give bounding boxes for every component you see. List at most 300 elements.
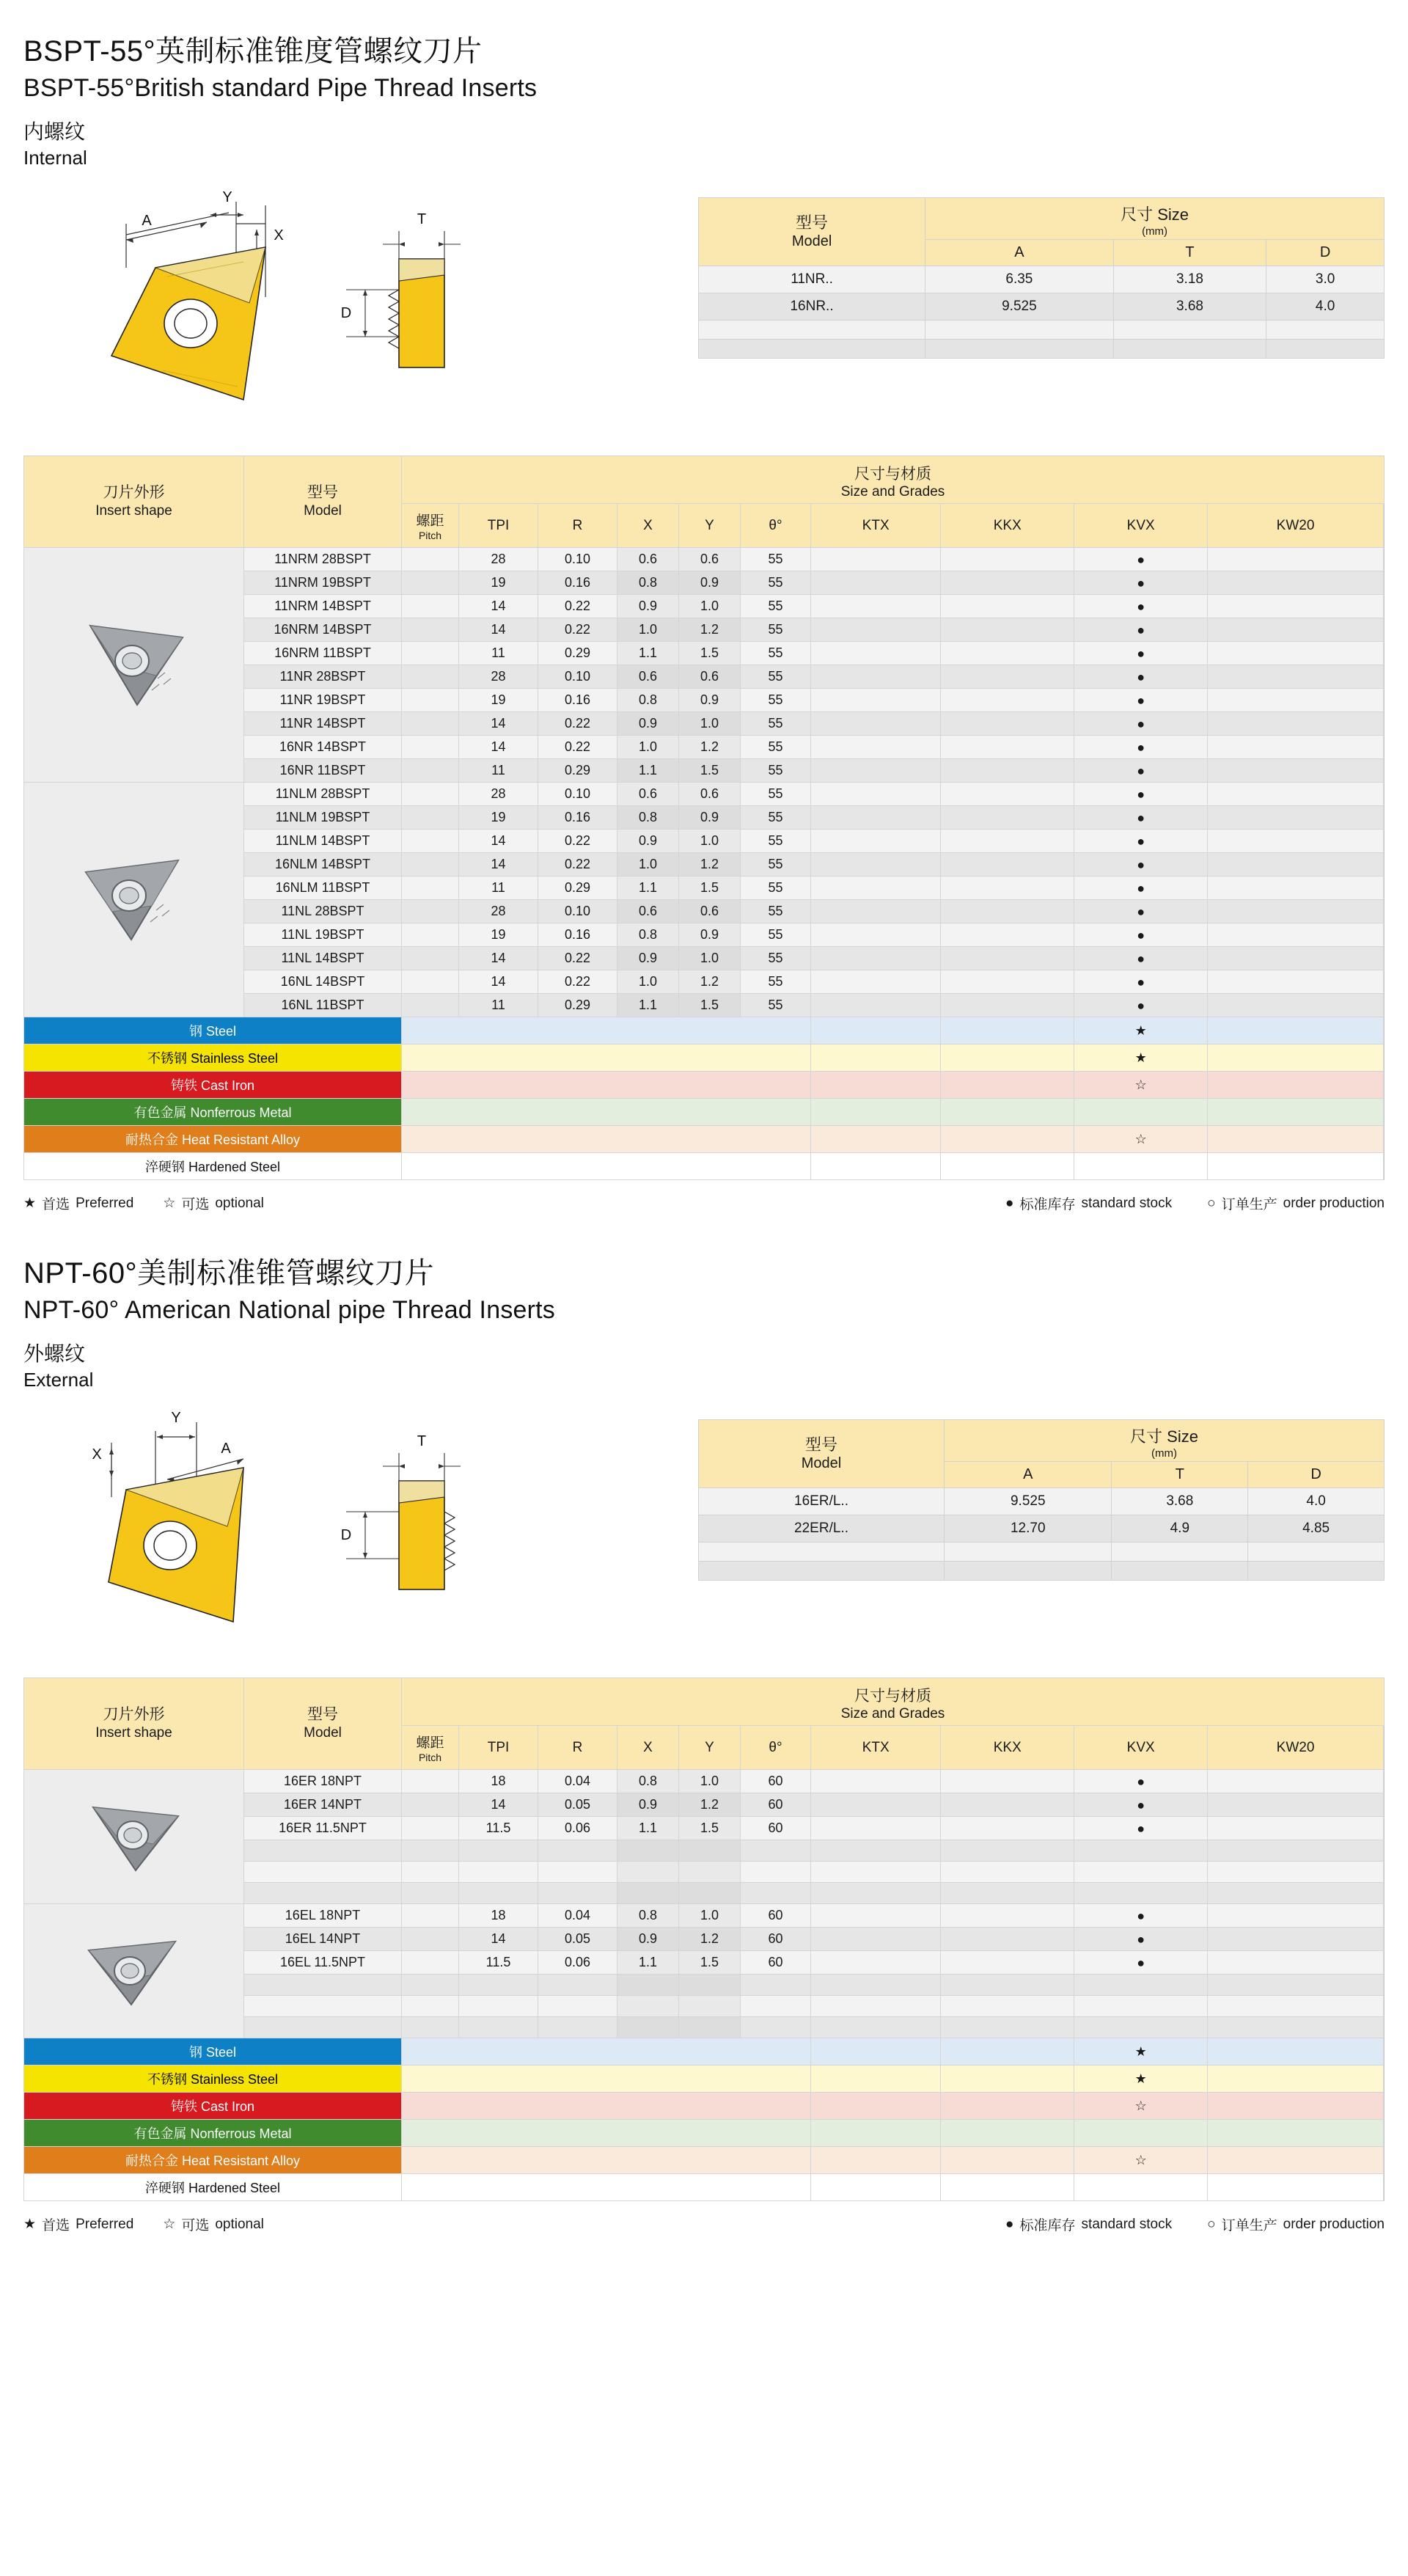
cell-kkx (941, 1951, 1074, 1975)
cell-kkx (941, 548, 1074, 571)
cell-ktx (811, 759, 941, 783)
cell-kkx (941, 1862, 1074, 1883)
cell-kvx: ● (1074, 1928, 1208, 1951)
cell-pitch (402, 736, 459, 759)
cell-model: 16EL 18NPT (244, 1904, 402, 1928)
cell-theta: 55 (741, 618, 811, 642)
cell-model (244, 1862, 402, 1883)
cell-ktx (811, 1126, 941, 1153)
cell-r: 0.10 (538, 900, 617, 923)
table-row (24, 1904, 1385, 1928)
cell-model: 16NRM 14BSPT (244, 618, 402, 642)
cell-kvx (1074, 2017, 1208, 2038)
cell-tpi: 11 (459, 877, 538, 900)
cell-ktx (811, 1883, 941, 1904)
cell-theta: 55 (741, 923, 811, 947)
cell-ktx (811, 970, 941, 994)
cell-theta: 60 (741, 1793, 811, 1817)
cell-kw20 (1208, 618, 1384, 642)
cell-x: 0.9 (617, 595, 679, 618)
cell-pitch (402, 1883, 459, 1904)
cell-model: 16ER 11.5NPT (244, 1817, 402, 1840)
cell-kvx: ● (1074, 618, 1208, 642)
figure-and-size-row (23, 180, 1385, 436)
cell-pitch (402, 783, 459, 806)
cell-kw20 (1208, 1126, 1384, 1153)
cell-ktx (811, 1840, 941, 1862)
cell-pitch (402, 618, 459, 642)
cell-y (679, 1883, 741, 1904)
size-col-d-2: D (1248, 1462, 1385, 1488)
col-r: R (538, 504, 617, 548)
cell-theta: 55 (741, 806, 811, 830)
cell-model: 11NLM 14BSPT (244, 830, 402, 853)
col-kvx: KVX (1074, 504, 1208, 548)
section-npt (23, 1250, 1385, 2234)
cell-kvx: ● (1074, 712, 1208, 736)
col-kkx-2: KKX (941, 1726, 1074, 1770)
cell-y: 1.5 (679, 1817, 741, 1840)
cell-ktx (811, 548, 941, 571)
cell-pitch (402, 665, 459, 689)
cell-r: 0.22 (538, 947, 617, 970)
size-col-a-2: A (945, 1462, 1112, 1488)
cell-kvx: ● (1074, 736, 1208, 759)
cell-kvx: ● (1074, 853, 1208, 877)
cell-theta: 55 (741, 548, 811, 571)
cell-x: 1.1 (617, 759, 679, 783)
cell-kvx: ☆ (1074, 1072, 1208, 1099)
cell-kkx (941, 759, 1074, 783)
label-y: Y (222, 189, 232, 205)
cell-theta (741, 1840, 811, 1862)
col-spacer-2 (1384, 1726, 1385, 1770)
cell-kvx (1074, 1862, 1208, 1883)
cell-pitch (402, 571, 459, 595)
cell-r: 0.05 (538, 1793, 617, 1817)
cell-kw20 (1208, 1951, 1384, 1975)
cell-kw20 (1208, 571, 1384, 595)
cell-t: 4.9 (1112, 1515, 1248, 1543)
cell-ktx (811, 642, 941, 665)
footnote-legend-2 (23, 2214, 1385, 2234)
cell-r (538, 1975, 617, 1996)
cell-theta (741, 1996, 811, 2017)
cell-model: 11NRM 19BSPT (244, 571, 402, 595)
cell-kkx (941, 595, 1074, 618)
cell-model (244, 2017, 402, 2038)
col-theta: θ° (741, 504, 811, 548)
cell-tpi: 11.5 (459, 1817, 538, 1840)
cell-ktx (811, 1044, 941, 1072)
table-row (24, 548, 1385, 571)
cell-theta: 55 (741, 571, 811, 595)
cell-theta: 60 (741, 1817, 811, 1840)
cell-theta: 60 (741, 1770, 811, 1793)
table-row (699, 1488, 1385, 1515)
cell-theta: 60 (741, 1928, 811, 1951)
cell-kw20 (1208, 2038, 1384, 2065)
cell-kvx (1074, 1883, 1208, 1904)
insert-photo-nl (24, 783, 244, 1017)
material-label: 耐热合金 Heat Resistant Alloy (24, 2147, 402, 2174)
label-d: D (340, 305, 352, 321)
cell-kkx (941, 994, 1074, 1017)
material-label: 铸铁 Cast Iron (24, 1072, 402, 1099)
cell-ktx (811, 994, 941, 1017)
cell-kvx (1074, 1975, 1208, 1996)
cell-kkx (941, 877, 1074, 900)
cell-kvx (1074, 1996, 1208, 2017)
cell-model: 11NR 28BSPT (244, 665, 402, 689)
cell-kvx: ● (1074, 689, 1208, 712)
material-label: 淬硬钢 Hardened Steel (24, 1153, 402, 1180)
cell-y: 1.2 (679, 736, 741, 759)
cell-ktx (811, 712, 941, 736)
cell-kkx (941, 783, 1074, 806)
star-outline-icon: ☆ (163, 1196, 176, 1211)
cell-tpi (459, 1996, 538, 2017)
cell-theta: 55 (741, 595, 811, 618)
cell-y: 0.6 (679, 548, 741, 571)
cell-kw20 (1208, 1153, 1384, 1180)
cell-y: 0.9 (679, 923, 741, 947)
cell-pitch (402, 642, 459, 665)
cell-kvx: ☆ (1074, 2093, 1208, 2120)
cell-t: 3.18 (1113, 266, 1266, 293)
cell-r: 0.10 (538, 665, 617, 689)
cell-r: 0.22 (538, 830, 617, 853)
cell-x: 0.6 (617, 665, 679, 689)
cell-model: 11NL 14BSPT (244, 947, 402, 970)
cell-ktx (811, 900, 941, 923)
cell-ktx (811, 1153, 941, 1180)
cell-theta: 55 (741, 642, 811, 665)
cell-model: 11NRM 28BSPT (244, 548, 402, 571)
label-a: A (142, 213, 152, 229)
label-t-2: T (417, 1433, 427, 1449)
cell-tpi: 19 (459, 806, 538, 830)
cell-a: 9.525 (925, 293, 1114, 321)
cell-model: 16NLM 14BSPT (244, 853, 402, 877)
cell-kkx (941, 1072, 1074, 1099)
cell-kvx: ● (1074, 1951, 1208, 1975)
cell-kkx (941, 2065, 1074, 2093)
page-title-cn-2: NPT-60°美制标准锥管螺纹刀片 (23, 1257, 435, 1289)
legend-optional: ☆ 可选 optional (163, 1195, 264, 1212)
label-x: X (274, 227, 284, 244)
cell-tpi: 14 (459, 1793, 538, 1817)
cell-kkx (941, 642, 1074, 665)
cell-y: 1.5 (679, 759, 741, 783)
cell-tpi: 14 (459, 970, 538, 994)
col-spacer (1384, 504, 1385, 548)
cell-r: 0.22 (538, 595, 617, 618)
cell-model: 16NLM 11BSPT (244, 877, 402, 900)
dot-filled-icon: ● (1005, 1195, 1014, 1211)
cell-ktx (811, 1862, 941, 1883)
cell-kvx (1074, 2174, 1208, 2201)
cell-kw20 (1208, 1770, 1384, 1793)
cell-y: 1.2 (679, 853, 741, 877)
cell-pitch (402, 759, 459, 783)
cell-tpi: 14 (459, 947, 538, 970)
footnote-legend-1 (23, 1193, 1385, 1213)
label-d-2: D (340, 1527, 352, 1543)
cell-y (679, 1840, 741, 1862)
material-row-stainless (24, 1044, 1385, 1072)
cell-kw20 (1208, 1072, 1384, 1099)
cell-x: 1.0 (617, 618, 679, 642)
cell-ktx (811, 736, 941, 759)
legend-standard-stock: ● 标准库存 standard stock (1005, 1195, 1173, 1212)
cell-model: 22ER/L.. (699, 1515, 945, 1543)
cell-y: 1.0 (679, 1770, 741, 1793)
cell-kkx (941, 1126, 1074, 1153)
cell-tpi: 28 (459, 900, 538, 923)
cell-x: 1.0 (617, 970, 679, 994)
cell-x: 0.8 (617, 1904, 679, 1928)
cell-kvx: ● (1074, 947, 1208, 970)
cell-tpi: 11 (459, 642, 538, 665)
subtitle-en-2: External (23, 1369, 94, 1391)
cell-r: 0.22 (538, 853, 617, 877)
material-row-heat-alloy-2 (24, 2147, 1385, 2174)
cell-tpi (459, 1840, 538, 1862)
cell-kkx (941, 1904, 1074, 1928)
cell-kvx: ★ (1074, 1044, 1208, 1072)
cell-x: 1.1 (617, 994, 679, 1017)
cell-kw20 (1208, 783, 1384, 806)
cell-x: 0.6 (617, 548, 679, 571)
col-tpi: TPI (459, 504, 538, 548)
cell-ktx (811, 665, 941, 689)
cell-model: 16NL 11BSPT (244, 994, 402, 1017)
subtitle-cn: 内螺纹 (23, 120, 86, 143)
cell-model: 11NR 14BSPT (244, 712, 402, 736)
cell-y: 1.0 (679, 712, 741, 736)
cell-r: 0.22 (538, 618, 617, 642)
material-row-hardened-2 (24, 2174, 1385, 2201)
cell-pitch (402, 1817, 459, 1840)
cell-kw20 (1208, 2065, 1384, 2093)
cell-y: 1.2 (679, 618, 741, 642)
cell-pitch (402, 1975, 459, 1996)
cell-theta: 55 (741, 830, 811, 853)
cell-y: 0.6 (679, 665, 741, 689)
cell-kvx: ● (1074, 806, 1208, 830)
cell-pitch (402, 2017, 459, 2038)
cell-kkx (941, 1996, 1074, 2017)
cell-theta: 55 (741, 970, 811, 994)
cell-x: 1.0 (617, 736, 679, 759)
cell-kvx: ● (1074, 595, 1208, 618)
cell-kw20 (1208, 830, 1384, 853)
cell-model (244, 1975, 402, 1996)
cell-y: 1.5 (679, 642, 741, 665)
material-label: 铸铁 Cast Iron (24, 2093, 402, 2120)
cell-kvx: ● (1074, 548, 1208, 571)
cell-tpi: 18 (459, 1770, 538, 1793)
cell-a: 12.70 (945, 1515, 1112, 1543)
size-header-model (699, 198, 925, 266)
cell-tpi: 28 (459, 665, 538, 689)
cell-kkx (941, 2120, 1074, 2147)
cell-kw20 (1208, 548, 1384, 571)
size-table-bspt (698, 197, 1385, 359)
cell-tpi: 11 (459, 759, 538, 783)
col-tpi-2: TPI (459, 1726, 538, 1770)
cell-kkx (941, 689, 1074, 712)
cell-y: 0.6 (679, 783, 741, 806)
cell-kkx (941, 900, 1074, 923)
cell-theta: 55 (741, 712, 811, 736)
cell-tpi: 14 (459, 1928, 538, 1951)
page-title-en-2: NPT-60° American National pipe Thread Inserts (23, 1296, 555, 1324)
cell-kw20 (1208, 642, 1384, 665)
cell-ktx (811, 1770, 941, 1793)
size-table-wrap-2 (698, 1402, 1385, 1581)
cell-d: 4.0 (1248, 1488, 1385, 1515)
cell-kkx (941, 947, 1074, 970)
col-y-2: Y (679, 1726, 741, 1770)
size-col-t-2: T (1112, 1462, 1248, 1488)
cell-kw20 (1208, 1883, 1384, 1904)
cell-kvx: ● (1074, 759, 1208, 783)
cell-theta: 60 (741, 1904, 811, 1928)
table-row (699, 321, 1385, 340)
size-table-wrap-1 (698, 180, 1385, 359)
cell-kvx: ● (1074, 642, 1208, 665)
material-row-steel (24, 1017, 1385, 1044)
cell-kw20 (1208, 853, 1384, 877)
material-row-nonferrous (24, 1099, 1385, 1126)
cell-tpi: 14 (459, 595, 538, 618)
cell-kw20 (1208, 994, 1384, 1017)
cell-r: 0.04 (538, 1904, 617, 1928)
cell-ktx (811, 830, 941, 853)
cell-model (244, 1883, 402, 1904)
size-col-a: A (925, 240, 1114, 266)
cell-model (244, 1840, 402, 1862)
cell-model: 16NR 11BSPT (244, 759, 402, 783)
cell-x (617, 1996, 679, 2017)
cell-theta: 60 (741, 1951, 811, 1975)
cell-x: 1.1 (617, 642, 679, 665)
table-row (699, 1562, 1385, 1581)
insert-technical-drawing-external (23, 1402, 669, 1658)
cell-pitch (402, 970, 459, 994)
cell-tpi: 14 (459, 618, 538, 642)
figure-and-size-row-2 (23, 1402, 1385, 1658)
cell-x: 0.6 (617, 900, 679, 923)
cell-theta: 55 (741, 994, 811, 1017)
size-col-t: T (1113, 240, 1266, 266)
cell-y: 1.2 (679, 1793, 741, 1817)
cell-theta: 55 (741, 665, 811, 689)
cell-tpi: 28 (459, 548, 538, 571)
legend-preferred-2: ★ 首选 Preferred (23, 2216, 134, 2233)
cell-r: 0.05 (538, 1928, 617, 1951)
cell-ktx (811, 689, 941, 712)
cell-x: 0.9 (617, 830, 679, 853)
cell-pitch (402, 712, 459, 736)
cell-model: 11NLM 19BSPT (244, 806, 402, 830)
cell-kvx: ★ (1074, 2038, 1208, 2065)
grade-header-shape-2: 刀片外形 Insert shape (24, 1678, 244, 1770)
cell-kkx (941, 1817, 1074, 1840)
cell-kw20 (1208, 736, 1384, 759)
grade-table-npt (23, 1677, 1385, 2201)
cell-kkx (941, 571, 1074, 595)
material-label: 钢 Steel (24, 1017, 402, 1044)
material-row-cast-iron-2 (24, 2093, 1385, 2120)
cell-pitch (402, 853, 459, 877)
cell-pitch (402, 1770, 459, 1793)
cell-r (538, 1883, 617, 1904)
cell-model: 11NR 19BSPT (244, 689, 402, 712)
table-row (699, 293, 1385, 321)
cell-x: 0.8 (617, 923, 679, 947)
cell-kkx (941, 736, 1074, 759)
cell-kkx (941, 1770, 1074, 1793)
col-pitch: 螺距 Pitch (402, 504, 459, 548)
cell-r: 0.29 (538, 994, 617, 1017)
cell-model (244, 1996, 402, 2017)
cell-kw20 (1208, 1975, 1384, 1996)
grade-table-bspt (23, 455, 1385, 1180)
cell-ktx (811, 2017, 941, 2038)
cell-pitch (402, 1862, 459, 1883)
cell-r: 0.29 (538, 642, 617, 665)
cell-kw20 (1208, 2147, 1384, 2174)
cell-kw20 (1208, 1840, 1384, 1862)
cell-kvx: ● (1074, 1793, 1208, 1817)
cell-ktx (811, 571, 941, 595)
cell-kw20 (1208, 2174, 1384, 2201)
material-row-hardened (24, 1153, 1385, 1180)
col-kvx-2: KVX (1074, 1726, 1208, 1770)
cell-r: 0.29 (538, 759, 617, 783)
page-title-en: BSPT-55°British standard Pipe Thread Inserts (23, 74, 538, 102)
cell-a: 6.35 (925, 266, 1114, 293)
cell-kw20 (1208, 947, 1384, 970)
cell-pitch (402, 806, 459, 830)
material-row-cast-iron (24, 1072, 1385, 1099)
cell-kkx (941, 923, 1074, 947)
material-label: 淬硬钢 Hardened Steel (24, 2174, 402, 2201)
cell-theta (741, 1975, 811, 1996)
cell-kw20 (1208, 923, 1384, 947)
cell-kvx: ● (1074, 1770, 1208, 1793)
cell-kkx (941, 1928, 1074, 1951)
cell-kkx (941, 618, 1074, 642)
cell-t: 3.68 (1112, 1488, 1248, 1515)
cell-model: 11NL 19BSPT (244, 923, 402, 947)
cell-y: 1.5 (679, 994, 741, 1017)
cell-r: 0.16 (538, 571, 617, 595)
cell-model: 16NL 14BSPT (244, 970, 402, 994)
cell-pitch (402, 947, 459, 970)
cell-tpi (459, 1883, 538, 1904)
cell-theta: 55 (741, 853, 811, 877)
star-filled-icon: ★ (23, 2217, 37, 2232)
cell-model: 11NLM 28BSPT (244, 783, 402, 806)
cell-kvx: ● (1074, 830, 1208, 853)
cell-x: 0.8 (617, 1770, 679, 1793)
col-kw20: KW20 (1208, 504, 1384, 548)
cell-x: 1.0 (617, 853, 679, 877)
